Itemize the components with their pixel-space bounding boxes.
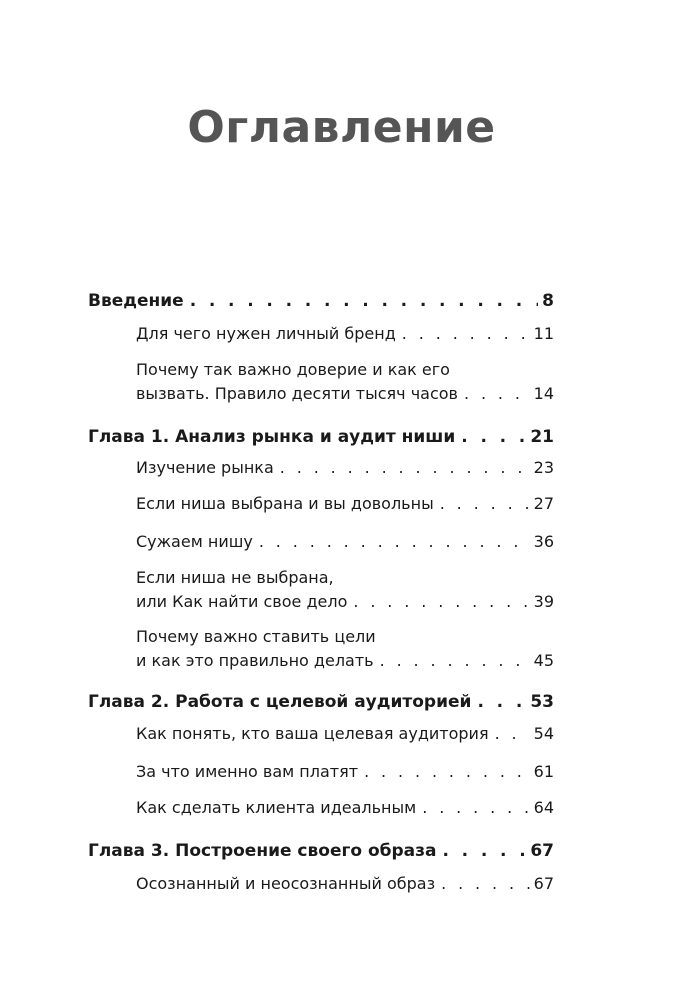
dot-leader <box>364 762 530 781</box>
toc-entry-label: Как сделать клиента идеальным <box>136 798 417 817</box>
toc-entry-chapter-3[interactable] <box>88 841 554 861</box>
toc-entry-label: Если ниша выбрана и вы довольны <box>136 494 434 513</box>
dot-leader <box>495 724 530 743</box>
dot-leader <box>353 592 529 611</box>
toc-entry-label: и как это правильно делать <box>136 651 374 670</box>
toc-page-number: 23 <box>533 458 554 477</box>
toc-page-number: 39 <box>533 592 554 611</box>
toc-entry-intro[interactable] <box>88 291 554 311</box>
toc-page-number: 61 <box>533 762 554 781</box>
toc-entry-label: Осознанный и неосознанный образ <box>136 874 436 893</box>
toc-page-number: 67 <box>533 874 554 893</box>
toc-entry-ch1-sub4-line1: Если ниша не выбрана, <box>136 568 334 587</box>
dot-leader <box>190 291 538 311</box>
toc-entry-label: Введение <box>88 291 184 311</box>
toc-entry-label: Сужаем нишу <box>136 532 253 551</box>
toc-page-number: 14 <box>533 384 554 403</box>
toc-entry-ch1-sub1[interactable] <box>136 458 554 477</box>
dot-leader <box>441 874 530 893</box>
toc-entry-ch1-sub5[interactable] <box>136 651 554 670</box>
toc-page-number: 64 <box>533 798 554 817</box>
dot-leader <box>461 427 526 447</box>
toc-entry-ch3-sub1[interactable] <box>136 874 554 893</box>
dot-leader <box>380 651 530 670</box>
toc-entry-label: Глава 2. Работа с целевой аудиторией <box>88 692 472 712</box>
toc-entry-chapter-1[interactable] <box>88 427 554 447</box>
toc-entry-label: За что именно вам платят <box>136 762 359 781</box>
toc-page-number: 21 <box>530 427 554 447</box>
dot-leader <box>440 494 530 513</box>
toc-page-number: 67 <box>530 841 554 861</box>
toc-page-number: 36 <box>533 532 554 551</box>
dot-leader <box>477 692 526 712</box>
toc-entry-ch1-sub3[interactable] <box>136 532 554 551</box>
toc-entry-intro-sub1[interactable] <box>136 324 554 343</box>
dot-leader <box>280 458 530 477</box>
toc-entry-label: Для чего нужен личный бренд <box>136 324 396 343</box>
dot-leader <box>443 841 527 861</box>
dot-leader <box>259 532 530 551</box>
toc-entry-label: Как понять, кто ваша целевая аудитория <box>136 724 489 743</box>
dot-leader <box>464 384 530 403</box>
toc-page-number: 27 <box>533 494 554 513</box>
toc-entry-label: или Как найти свое дело <box>136 592 348 611</box>
toc-page-number: 54 <box>533 724 554 743</box>
toc-entry-ch1-sub5-line1: Почему важно ставить цели <box>136 627 376 646</box>
toc-entry-label: вызвать. Правило десяти тысяч часов <box>136 384 458 403</box>
toc-entry-ch2-sub1[interactable] <box>136 724 554 743</box>
dot-leader <box>402 324 530 343</box>
toc-page-number: 45 <box>533 651 554 670</box>
toc-entry-chapter-2[interactable] <box>88 692 554 712</box>
toc-entry-intro-sub2[interactable] <box>136 384 554 403</box>
page-title: Оглавление <box>187 102 496 153</box>
toc-entry-label: Глава 1. Анализ рынка и аудит ниши <box>88 427 456 447</box>
toc-page-number: 11 <box>533 324 554 343</box>
toc-entry-label: Глава 3. Построение своего образа <box>88 841 437 861</box>
dot-leader <box>422 798 529 817</box>
toc-entry-ch1-sub2[interactable] <box>136 494 554 513</box>
toc-entry-ch2-sub3[interactable] <box>136 798 554 817</box>
toc-entry-label: Изучение рынка <box>136 458 274 477</box>
toc-entry-ch2-sub2[interactable] <box>136 762 554 781</box>
toc-page-number: 8 <box>542 291 554 311</box>
toc-entry-intro-sub2-line1: Почему так важно доверие и как его <box>136 360 450 379</box>
toc-page-number: 53 <box>530 692 554 712</box>
toc-entry-ch1-sub4[interactable] <box>136 592 554 611</box>
